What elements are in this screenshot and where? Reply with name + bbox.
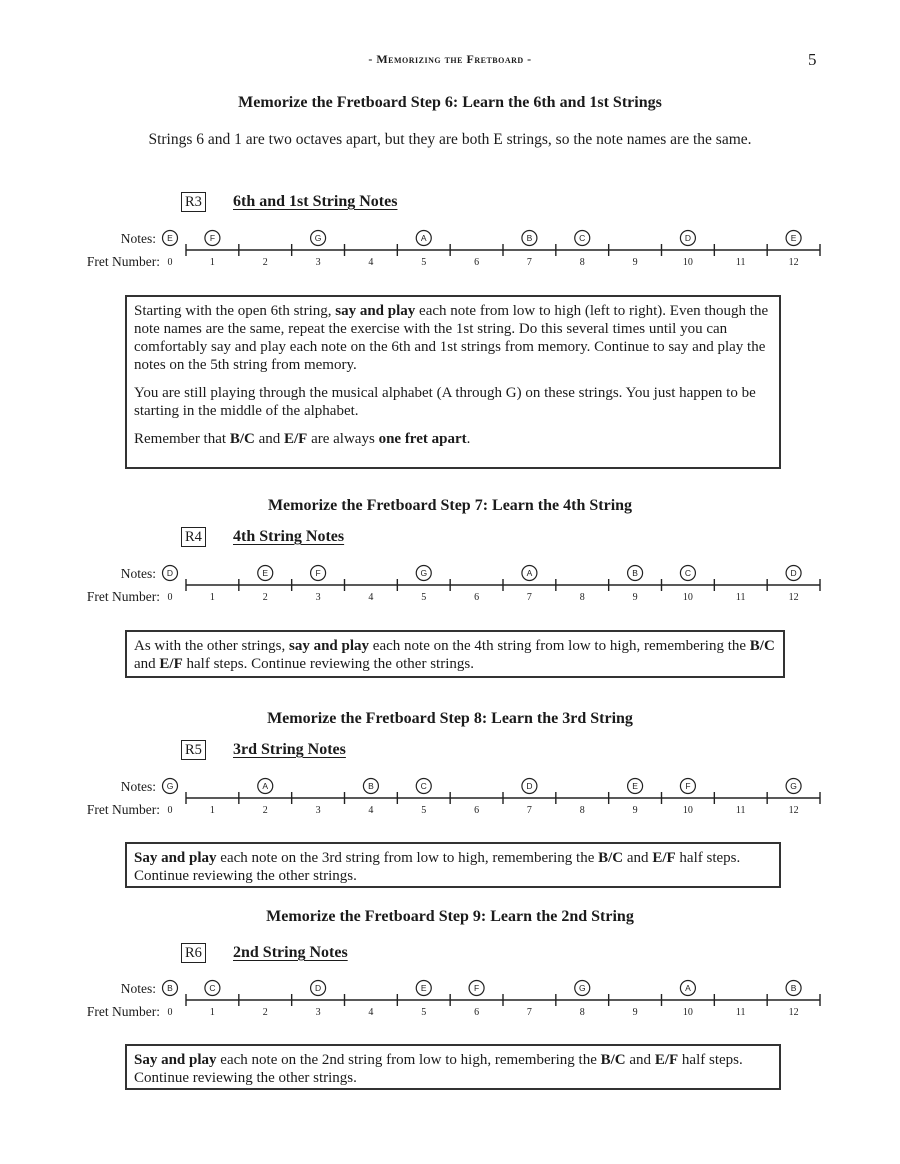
fret-number: 3 bbox=[315, 805, 321, 816]
instruction-box-step-6 bbox=[125, 295, 781, 469]
fret-number: 0 bbox=[167, 1007, 173, 1018]
note-marker bbox=[522, 779, 537, 794]
fret-number-label: Fret Number: bbox=[86, 802, 160, 817]
note-letter: B bbox=[632, 568, 638, 578]
note-letter: B bbox=[526, 233, 533, 243]
note-marker bbox=[680, 981, 695, 996]
fret-number: 12 bbox=[788, 1007, 799, 1018]
fret-number: 12 bbox=[788, 592, 799, 603]
note-letter: A bbox=[262, 781, 269, 791]
fret-number-label: Fret Number: bbox=[86, 254, 160, 269]
exercise-badge: R4 bbox=[181, 527, 206, 547]
box-paragraph: You are still playing through the musical alphabet (A through G) on these strings. You just happen to be starting in the middle of the alphabet. bbox=[134, 385, 756, 419]
note-letter: E bbox=[262, 568, 269, 578]
exercise-badge: R6 bbox=[181, 943, 206, 963]
note-marker bbox=[311, 566, 326, 581]
fret-number: 10 bbox=[682, 1007, 693, 1018]
fret-number: 1 bbox=[209, 257, 215, 268]
note-marker bbox=[786, 231, 801, 246]
fret-number: 11 bbox=[735, 805, 746, 816]
fret-number: 8 bbox=[579, 1007, 585, 1018]
note-letter: C bbox=[684, 568, 691, 578]
fret-number: 0 bbox=[167, 805, 173, 816]
fret-number: 8 bbox=[579, 592, 585, 603]
note-marker bbox=[163, 779, 178, 794]
instruction-box-step-9 bbox=[125, 1044, 781, 1090]
note-marker bbox=[163, 231, 178, 246]
fret-number: 7 bbox=[526, 257, 532, 268]
fret-number: 1 bbox=[209, 805, 215, 816]
note-marker bbox=[416, 566, 431, 581]
note-letter: D bbox=[166, 568, 174, 578]
fret-number: 10 bbox=[682, 257, 693, 268]
note-letter: B bbox=[167, 983, 173, 993]
step-7-heading: Memorize the Fretboard Step 7: Learn the 4th String bbox=[267, 497, 633, 514]
notes-label: Notes: bbox=[120, 566, 156, 581]
note-letter: G bbox=[790, 781, 797, 791]
fret-number: 12 bbox=[788, 805, 799, 816]
fret-number: 4 bbox=[368, 257, 374, 268]
fret-number: 9 bbox=[632, 805, 638, 816]
fret-number: 4 bbox=[368, 1007, 374, 1018]
fret-number-label: Fret Number: bbox=[86, 589, 160, 604]
fret-number: 0 bbox=[167, 257, 173, 268]
note-marker bbox=[680, 566, 695, 581]
note-letter: E bbox=[167, 233, 173, 243]
fretboard-diagram-r6 bbox=[0, 976, 900, 1022]
step-6-heading: Memorize the Fretboard Step 6: Learn the 6th and 1st Strings bbox=[238, 94, 662, 111]
note-marker bbox=[680, 231, 695, 246]
page-number: 5 bbox=[808, 50, 817, 69]
fret-number: 1 bbox=[209, 592, 215, 603]
fret-number-label: Fret Number: bbox=[86, 1004, 160, 1019]
exercise-title: 6th and 1st String Notes bbox=[233, 193, 398, 210]
fretboard-diagram-r5 bbox=[0, 774, 900, 820]
note-marker bbox=[522, 566, 537, 581]
fret-number: 11 bbox=[735, 1007, 746, 1018]
note-marker bbox=[786, 779, 801, 794]
box-paragraph: Remember that B/C and E/F are always one fret apart. bbox=[134, 431, 471, 447]
note-marker bbox=[786, 981, 801, 996]
instruction-box-step-8 bbox=[125, 842, 781, 888]
box-paragraph: Say and play each note on the 2nd string from low to high, remembering the B/C and E/F half steps. Continue reviewing the other strings. bbox=[134, 1052, 743, 1086]
note-marker bbox=[258, 779, 273, 794]
note-letter: E bbox=[420, 983, 427, 993]
note-marker bbox=[522, 231, 537, 246]
note-letter: E bbox=[632, 781, 638, 791]
fret-number: 7 bbox=[526, 805, 532, 816]
note-marker bbox=[575, 231, 590, 246]
exercise-title: 3rd String Notes bbox=[233, 741, 346, 758]
fret-number: 4 bbox=[368, 805, 374, 816]
note-marker bbox=[469, 981, 484, 996]
note-marker bbox=[205, 231, 220, 246]
fret-number: 2 bbox=[262, 592, 268, 603]
notes-label: Notes: bbox=[120, 981, 156, 996]
box-paragraph: Say and play each note on the 3rd string from low to high, remembering the B/C and E/F half steps. Continue reviewing the other strings. bbox=[134, 850, 741, 884]
note-letter: B bbox=[368, 781, 374, 791]
note-letter: D bbox=[790, 568, 797, 578]
note-letter: B bbox=[790, 983, 797, 993]
note-letter: E bbox=[790, 233, 797, 243]
fret-number: 2 bbox=[262, 257, 268, 268]
fret-number: 6 bbox=[474, 1007, 480, 1018]
fret-number: 2 bbox=[262, 1007, 268, 1018]
fret-number: 7 bbox=[526, 592, 532, 603]
note-marker bbox=[363, 779, 378, 794]
note-letter: A bbox=[685, 983, 691, 993]
fret-number: 3 bbox=[315, 592, 321, 603]
note-marker bbox=[416, 231, 431, 246]
fret-number: 1 bbox=[209, 1007, 215, 1018]
fret-number: 6 bbox=[474, 805, 480, 816]
note-letter: A bbox=[420, 233, 427, 243]
note-letter: F bbox=[685, 781, 691, 791]
note-marker bbox=[163, 981, 178, 996]
fret-number: 3 bbox=[315, 257, 321, 268]
note-letter: G bbox=[314, 233, 322, 243]
fret-number: 9 bbox=[632, 257, 638, 268]
note-letter: A bbox=[526, 568, 533, 578]
fret-number: 7 bbox=[526, 1007, 532, 1018]
fret-number: 0 bbox=[167, 592, 173, 603]
note-letter: F bbox=[315, 568, 321, 578]
fret-number: 5 bbox=[421, 805, 427, 816]
note-letter: D bbox=[526, 781, 533, 791]
note-marker bbox=[680, 779, 695, 794]
notes-label: Notes: bbox=[120, 231, 156, 246]
fret-number: 8 bbox=[579, 257, 585, 268]
fret-number: 11 bbox=[735, 592, 746, 603]
note-letter: G bbox=[578, 983, 586, 993]
note-letter: D bbox=[684, 233, 691, 243]
fret-number: 3 bbox=[315, 1007, 321, 1018]
note-marker bbox=[311, 981, 326, 996]
fretboard-diagram-r4 bbox=[0, 561, 900, 607]
box-paragraph: As with the other strings, say and play each note on the 4th string from low to high, remembering the B/C and E/F half steps. Continue reviewing the other strings. bbox=[134, 638, 775, 672]
fret-number: 5 bbox=[421, 592, 427, 603]
fret-number: 2 bbox=[262, 805, 268, 816]
fret-number: 10 bbox=[682, 592, 693, 603]
note-marker bbox=[628, 566, 643, 581]
exercise-title: 4th String Notes bbox=[233, 528, 345, 545]
fret-number: 4 bbox=[368, 592, 374, 603]
instruction-box-step-7 bbox=[125, 630, 785, 678]
note-marker bbox=[786, 566, 801, 581]
note-marker bbox=[416, 981, 431, 996]
fret-number: 9 bbox=[632, 1007, 638, 1018]
running-head: - Memorizing the Fretboard - bbox=[368, 52, 532, 66]
fret-number: 12 bbox=[788, 257, 799, 268]
note-marker bbox=[628, 779, 643, 794]
note-letter: G bbox=[420, 568, 428, 578]
note-letter: G bbox=[166, 781, 174, 791]
step-8-heading: Memorize the Fretboard Step 8: Learn the 3rd String bbox=[267, 710, 633, 727]
note-marker bbox=[163, 566, 178, 581]
note-letter: C bbox=[579, 233, 586, 243]
fret-number: 10 bbox=[682, 805, 693, 816]
fret-number: 8 bbox=[579, 805, 585, 816]
exercise-title: 2nd String Notes bbox=[233, 944, 348, 961]
fret-number: 5 bbox=[421, 257, 427, 268]
fret-number: 9 bbox=[632, 592, 638, 603]
note-letter: C bbox=[420, 781, 427, 791]
fret-number: 6 bbox=[474, 257, 480, 268]
note-marker bbox=[575, 981, 590, 996]
note-letter: F bbox=[473, 983, 480, 993]
note-marker bbox=[205, 981, 220, 996]
step-9-heading: Memorize the Fretboard Step 9: Learn the 2nd String bbox=[266, 908, 634, 925]
fret-number: 5 bbox=[421, 1007, 427, 1018]
fretboard-diagram-r3 bbox=[0, 226, 900, 272]
note-marker bbox=[258, 566, 273, 581]
note-letter: F bbox=[209, 233, 216, 243]
step-6-intro: Strings 6 and 1 are two octaves apart, but they are both E strings, so the note names are the same. bbox=[148, 131, 752, 148]
note-letter: C bbox=[209, 983, 216, 993]
note-marker bbox=[416, 779, 431, 794]
exercise-badge: R3 bbox=[181, 192, 206, 212]
fret-number: 6 bbox=[474, 592, 480, 603]
box-paragraph: Starting with the open 6th string, say and play each note from low to high (left to right). Even though the note names are the same, repeat the exercise with the 1st string. Do this several times until you can comfortably say and play each note on the 6th and 1st strings from memory. Continue to say and play the notes on the 5th string from memory. bbox=[134, 303, 769, 373]
note-letter: D bbox=[315, 983, 322, 993]
notes-label: Notes: bbox=[120, 779, 156, 794]
exercise-badge: R5 bbox=[181, 740, 206, 760]
note-marker bbox=[311, 231, 326, 246]
fret-number: 11 bbox=[735, 257, 746, 268]
